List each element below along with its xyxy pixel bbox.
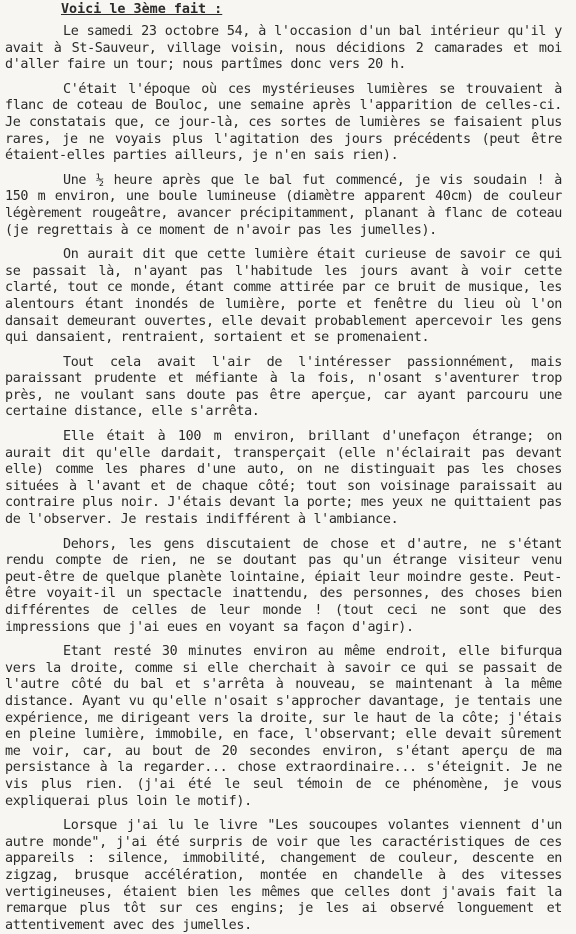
paragraph-4: On aurait dit que cette lumière était curieuse de savoir ce qui se passait là, n'ayant pas l'habitude les jours avant à voir cette clarté, tout ce monde, étant comme attirée par ce bruit de musique, les alentours étant inondés de lumière, porte et fenêtre du lieu où l'on dansait demeurant ouvertes, elle devait probablement apercevoir les gens qui dansaient, rentraient, sortaient et se promenaient.: [5, 247, 562, 346]
document-title-text: Voici le 3ème fait :: [61, 2, 223, 17]
paragraph-1: Le samedi 23 octobre 54, à l'occasion d'un bal intérieur qu'il y avait à St-Sauveur, village voisin, nous décidions 2 camarades et moi d'aller faire un tour; nous partîmes donc vers 20 h.: [5, 24, 562, 73]
paragraph-8: Etant resté 30 minutes environ au même endroit, elle bifurqua vers la droite, comme si elle cherchait à savoir ce qui se passait de l'autre côté du bal et s'arrêta à nouveau, se maintenant à la même distance. Ayant vu qu'elle n'osait s'approcher davantage, je tentais une expérience, me dirigeant vers la droite, sur le haut de la côte; j'étais en pleine lumière, immobile, en face, l'observant; elle devait sûrement me voir, car, au bout de 20 secondes environ, s'étant aperçu de ma persistance à la regarder... chose extraordinaire... s'éteignit. Je ne vis plus rien. (j'ai été le seul témoin de ce phénomène, je vous expliquerai plus loin le motif).: [5, 644, 562, 809]
paragraph-5: Tout cela avait l'air de l'intéresser passionnément, mais paraissant prudente et méfiante à la fois, n'osant s'aventurer trop près, ne voulant sans doute pas être aperçue, car ayant parcouru une certaine distance, elle s'arrêta.: [5, 354, 562, 420]
paragraph-9: Lorsque j'ai lu le livre "Les soucoupes volantes viennent d'un autre monde", j'ai été surpris de voir que les caractéristiques de ces appareils : silence, immobilité, changement de couleur, descente en zigzag, brusque accélération, montée en chandelle à des vitesses vertigineuses, étaient bien les mêmes que celles dont j'avais fait la remarque plus tôt sur ces engins; je les ai observé longuement et attentivement avec des jumelles.: [5, 818, 562, 933]
paragraph-6: Elle était à 100 m environ, brillant d'unefaçon étrange; on aurait dit qu'elle dardait, transperçait (elle n'éclairait pas devant elle) comme les phares d'une auto, on ne distinguait pas les choses situées à l'avant et de chaque côté; tout son voisinage paraissait au contraire plus noir. J'étais devant la porte; mes yeux ne quittaient pas de l'observer. Je restais indifférent à l'ambiance.: [5, 429, 562, 528]
paragraph-7: Dehors, les gens discutaient de chose et d'autre, ne s'étant rendu compte de rien, ne se doutant pas qu'un étrange visiteur venu peut-être de quelque planète lointaine, épiait leur moindre geste. Peut-être voyait-il un spectacle inattendu, des personnes, des choses bien différentes de celles de leur monde ! (tout ceci ne sont que des impressions que j'ai eues en voyant sa façon d'agir).: [5, 536, 562, 635]
document-title: [61, 2, 562, 18]
paragraph-3: Une ½ heure après que le bal fut commencé, je vis soudain ! à 150 m environ, une boule lumineuse (diamètre apparent 40cm) de couleur légèrement rougeâtre, avancer précipitamment, planant à flanc de coteau (je regrettais à ce moment de n'avoir pas les jumelles).: [5, 172, 562, 238]
paragraph-2: C'était l'époque où ces mystérieuses lumières se trouvaient à flanc de coteau de Bouloc, une semaine après l'apparition de celles-ci. Je constatais que, ce jour-là, ces sortes de lumières se faisaient plus rares, je ne voyais plus l'agitation des jours précédents (peut être étaient-elles parties ailleurs, je n'en sais rien).: [5, 81, 562, 164]
